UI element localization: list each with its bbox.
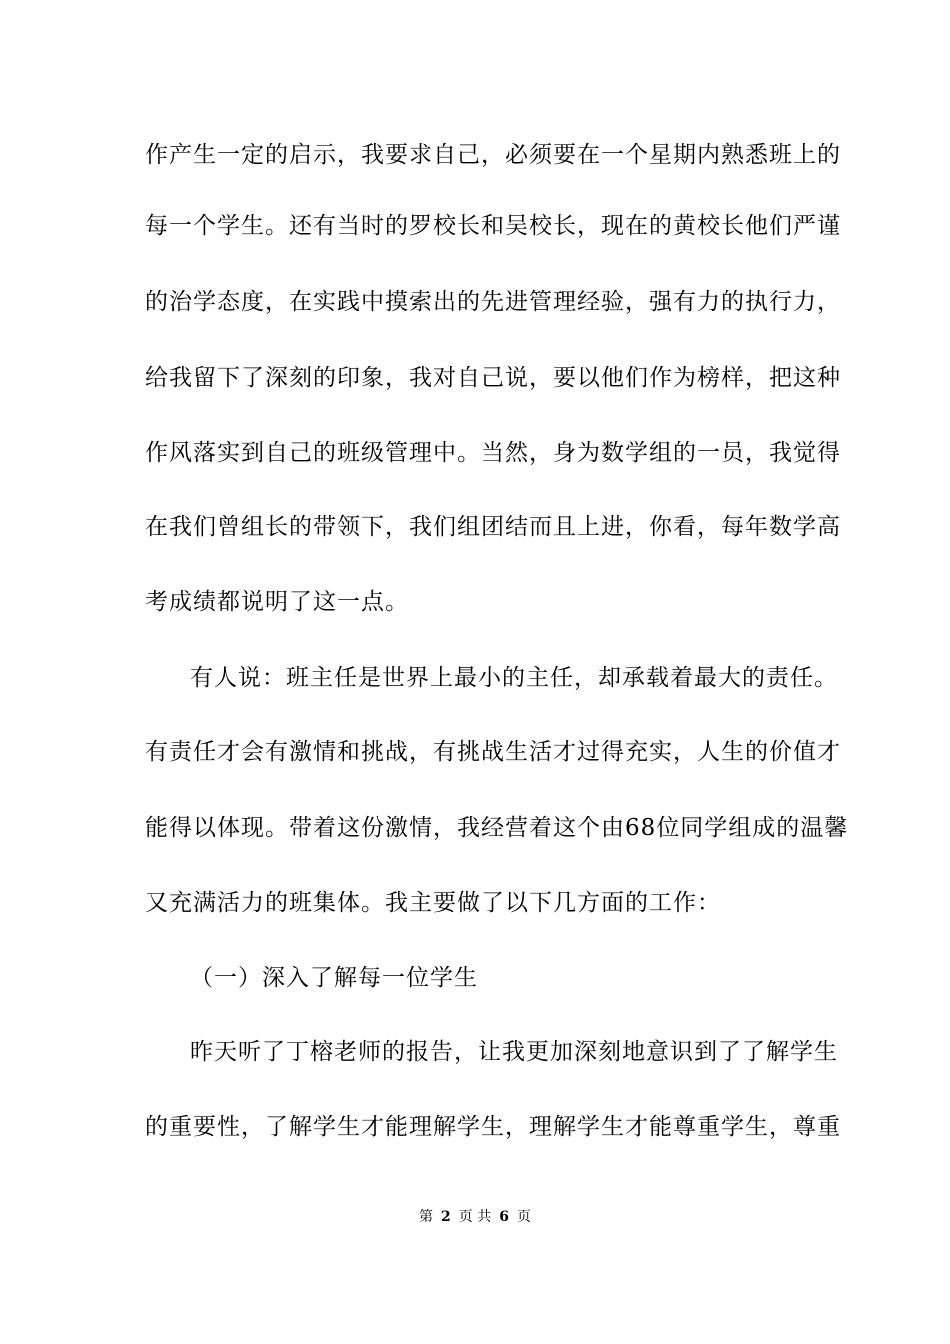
footer-middle: 页 共 bbox=[458, 1209, 492, 1225]
page-footer bbox=[0, 1208, 950, 1226]
paragraph-first-line: 有人说：班主任是世界上最小的主任，却承载着最大的责任。 bbox=[190, 665, 838, 691]
body-line: 又充满活力的班集体。我主要做了以下几方面的工作： bbox=[145, 890, 721, 916]
body-line: 给我留下了深刻的印象，我对自己说，要以他们作为榜样，把这种 bbox=[145, 365, 841, 391]
footer-suffix: 页 bbox=[516, 1209, 531, 1225]
body-line: 有责任才会有激情和挑战，有挑战生活才过得充实，人生的价值才 bbox=[145, 739, 841, 765]
body-line: 作产生一定的启示，我要求自己，必须要在一个星期内熟悉班上的 bbox=[145, 142, 841, 168]
body-line: 作风落实到自己的班级管理中。当然，身为数学组的一员，我觉得 bbox=[145, 440, 841, 466]
body-line: 的治学态度，在实践中摸索出的先进管理经验，强有力的执行力， bbox=[145, 289, 841, 315]
current-page-number: 2 bbox=[441, 1209, 451, 1225]
body-line: 在我们曾组长的带领下，我们组团结而且上进，你看，每年数学高 bbox=[145, 514, 841, 540]
body-line: 的重要性，了解学生才能理解学生，理解学生才能尊重学生，尊重 bbox=[145, 1114, 841, 1140]
body-line: 能得以体现。带着这份激情，我经营着这个由68位同学组成的温馨 bbox=[145, 815, 849, 841]
footer-prefix: 第 bbox=[419, 1209, 434, 1225]
body-line: 考成绩都说明了这一点。 bbox=[145, 589, 409, 615]
body-line: 每一个学生。还有当时的罗校长和吴校长，现在的黄校长他们严谨 bbox=[145, 213, 841, 239]
paragraph-first-line: 昨天听了丁榕老师的报告，让我更加深刻地意识到了了解学生 bbox=[190, 1039, 838, 1065]
section-heading: （一）深入了解每一位学生 bbox=[190, 965, 478, 991]
total-page-count: 6 bbox=[499, 1209, 509, 1225]
